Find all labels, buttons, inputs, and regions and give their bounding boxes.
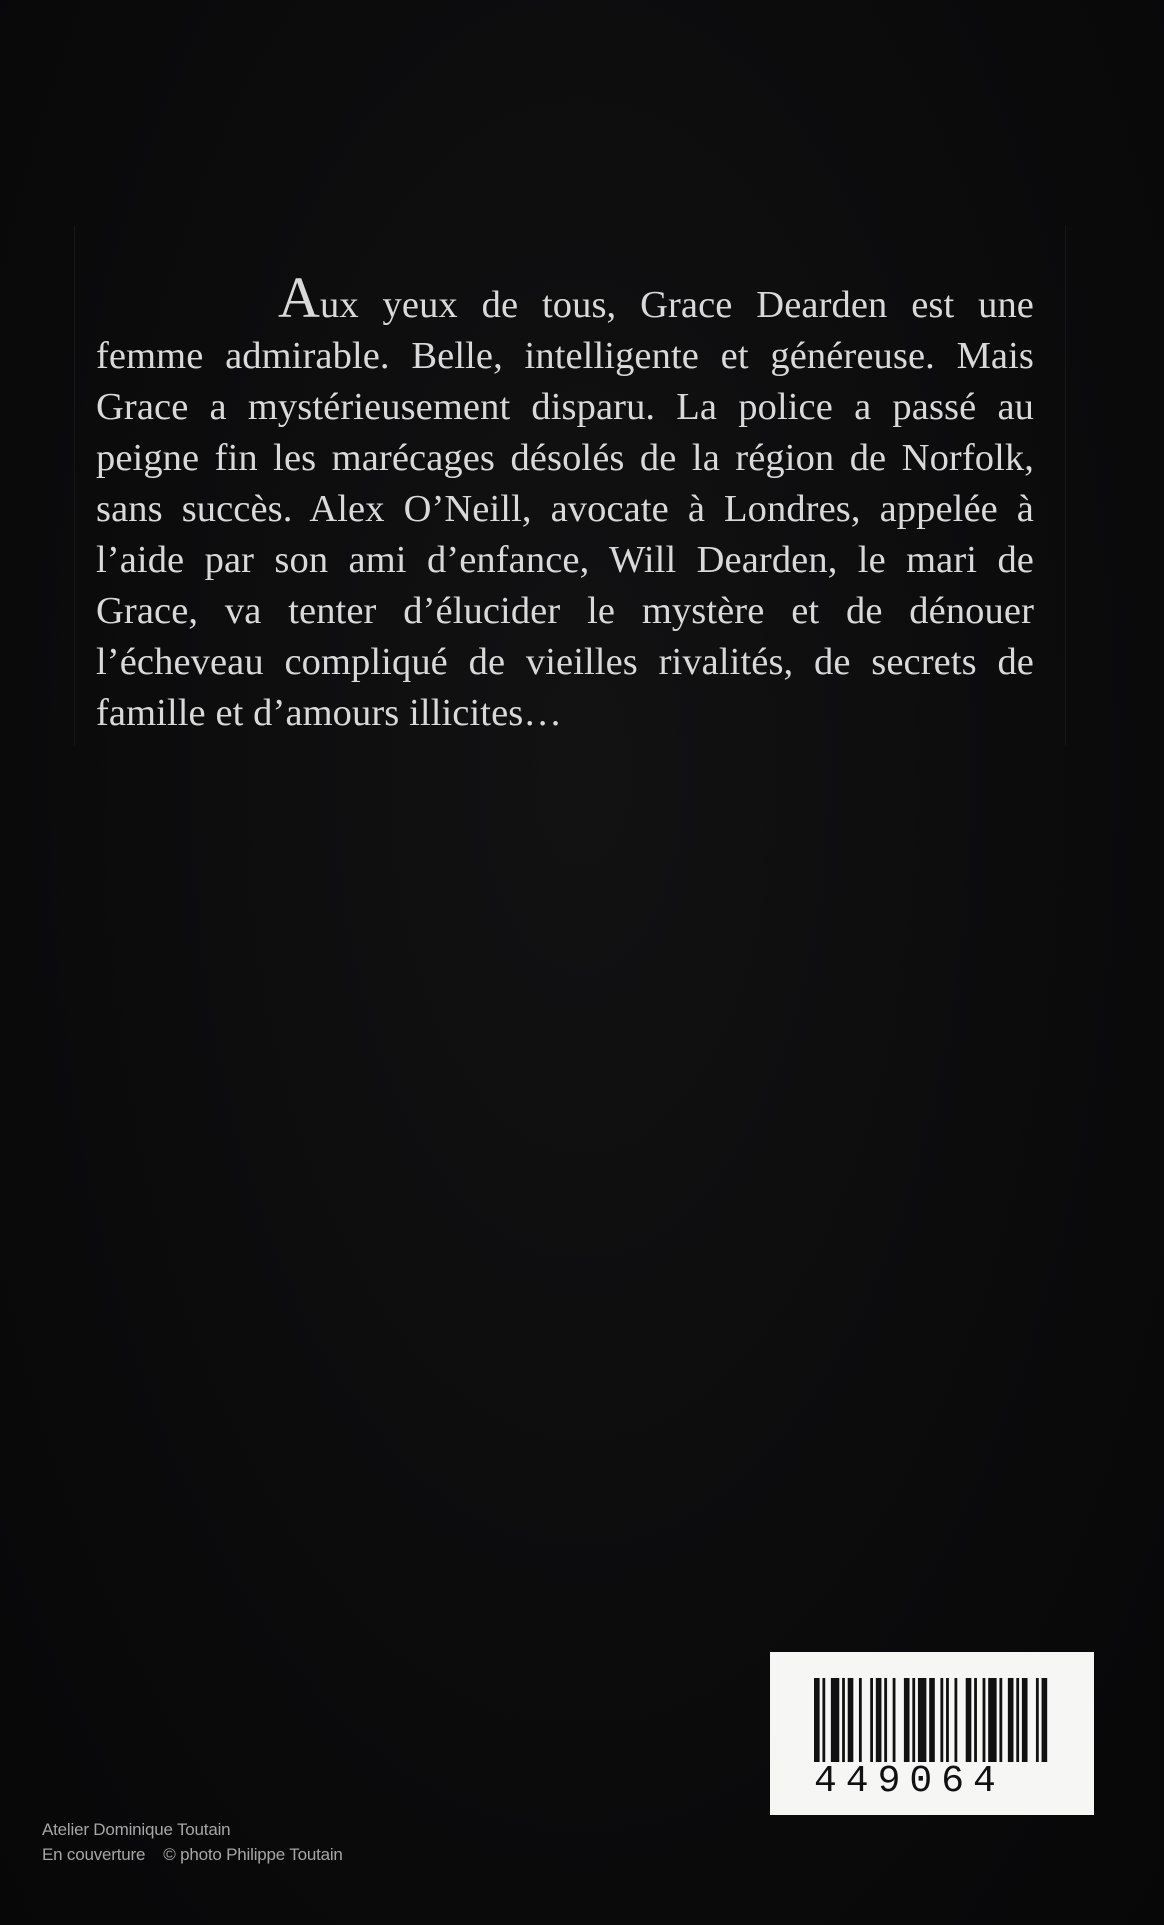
barcode-bar <box>1042 1678 1048 1762</box>
barcode-bar <box>1008 1678 1014 1762</box>
barcode-sticker <box>770 1652 1094 1815</box>
barcode-number: 449064 <box>814 1760 1005 1803</box>
drop-cap: A <box>278 264 320 330</box>
cover-label: En couverture <box>42 1845 146 1864</box>
synopsis-paragraph <box>96 264 1034 739</box>
barcode-bar <box>859 1678 862 1762</box>
barcode-bar <box>983 1678 986 1762</box>
barcode-bar <box>822 1678 825 1762</box>
barcode-bar <box>940 1678 943 1762</box>
photo-credit: © photo Philippe Toutain <box>163 1845 343 1864</box>
barcode-bar <box>946 1678 949 1762</box>
design-credit: Atelier Dominique Toutain <box>42 1820 231 1839</box>
barcode-bar <box>966 1678 972 1762</box>
barcode-bar <box>893 1678 896 1762</box>
cover-credits <box>42 1817 343 1867</box>
barcode-bar <box>831 1678 839 1762</box>
barcode-bar <box>904 1678 910 1762</box>
barcode-bar <box>974 1678 977 1762</box>
barcode-bar <box>954 1678 957 1762</box>
barcode-bar <box>876 1678 882 1762</box>
barcode-bar <box>929 1678 935 1762</box>
barcode-bar <box>1016 1678 1019 1762</box>
photo-credit-line <box>42 1842 343 1867</box>
barcode-bar <box>999 1678 1002 1762</box>
barcode-bar <box>842 1678 845 1762</box>
barcode-bar <box>848 1678 854 1762</box>
barcode-bar <box>884 1678 887 1762</box>
barcode-bar <box>870 1678 873 1762</box>
barcode-bar <box>1036 1678 1039 1762</box>
barcode-bar <box>918 1678 926 1762</box>
barcode-icon <box>814 1678 1050 1762</box>
barcode-bar <box>988 1678 996 1762</box>
synopsis-text: ux yeux de tous, Grace Dearden est une femme admirable. Belle, intelligente et généreuse. Mais Grace a mystérieusement disparu. La police a passé au peigne fin les marécages désolés de la région de Norfolk, sans succès. Alex O’Neill, avocate à Londres, appelée à l’aide par son ami d’enfance, Will Dearden, le mari de Grace, va tenter d’élucider le mystère et de dénouer l’écheveau compliqué de vieilles rivalités, de secrets de famille et d’amours illicites… <box>96 283 1034 734</box>
barcode-bar <box>814 1678 820 1762</box>
barcode-bar <box>912 1678 915 1762</box>
barcode-bar <box>1022 1678 1028 1762</box>
